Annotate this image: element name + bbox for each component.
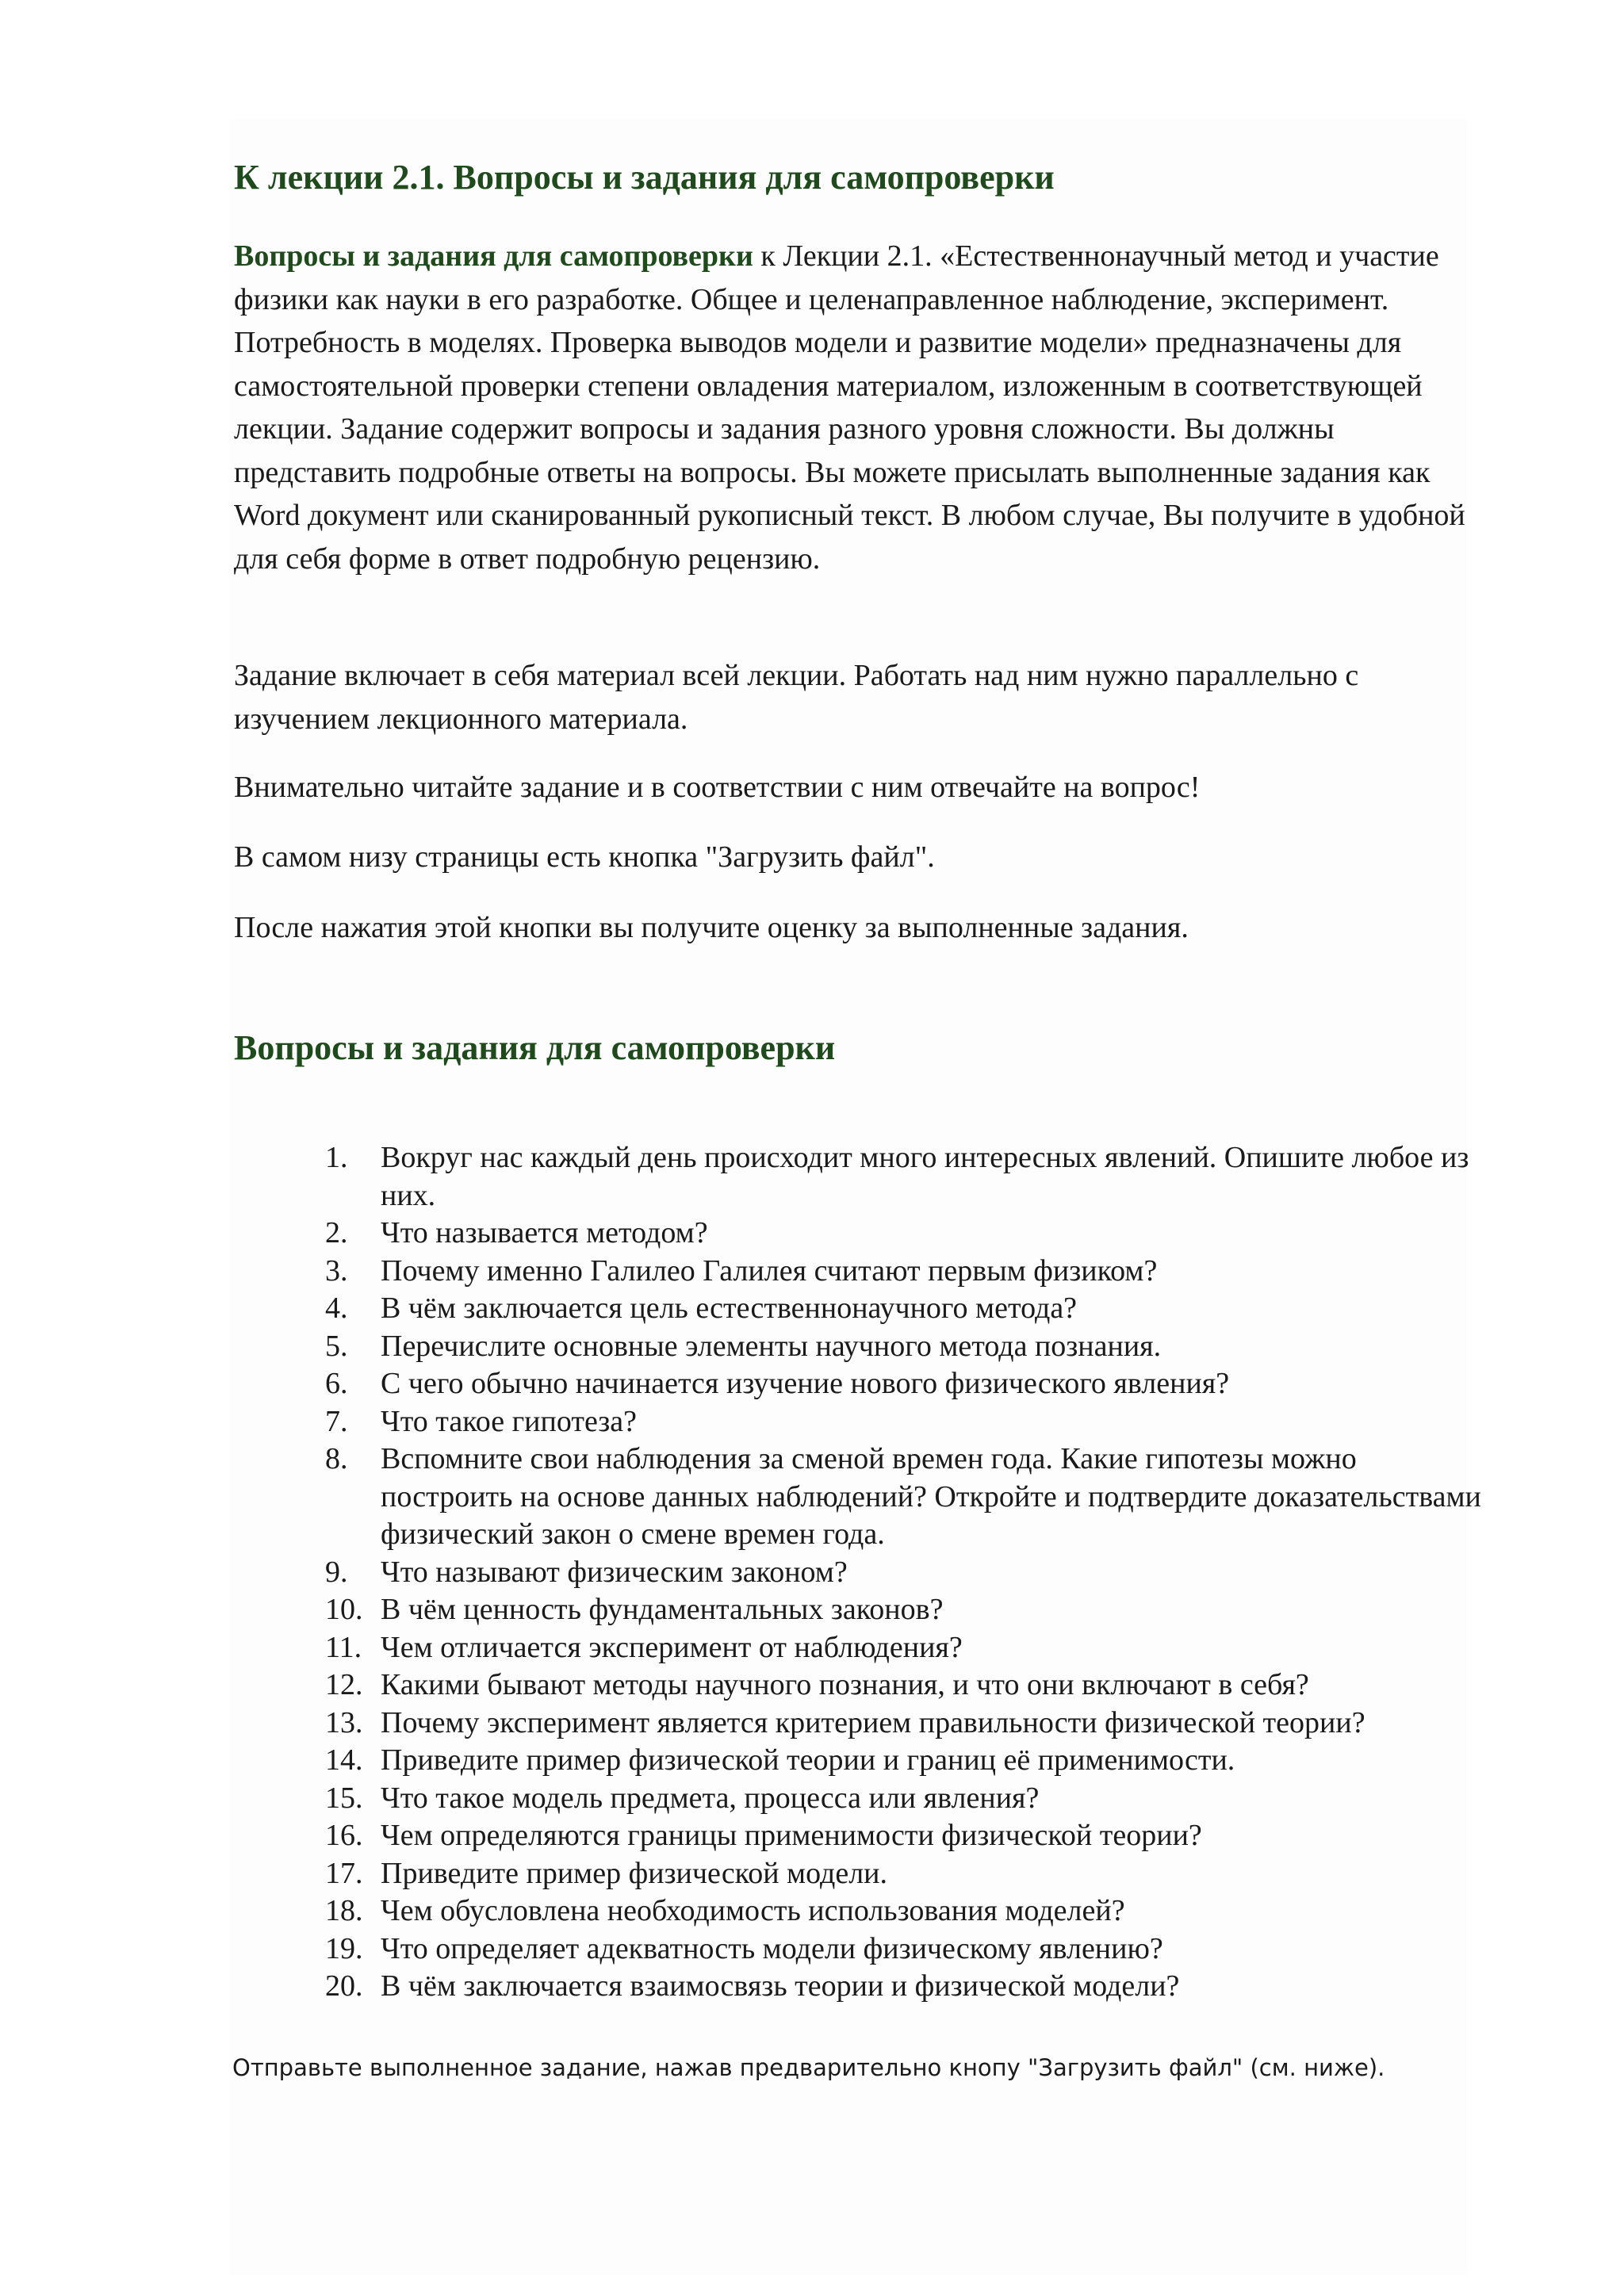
question-item: [325, 1403, 1483, 1441]
question-number: 16.: [325, 1819, 363, 1852]
questions-heading: Вопросы и задания для самопроверки: [234, 1028, 836, 1067]
question-number: 17.: [325, 1856, 363, 1890]
question-number: 9.: [325, 1555, 348, 1589]
intro-paragraph: [234, 235, 1479, 580]
grading-paragraph: После нажатия этой кнопки вы получите оценку за выполненные задания.: [234, 911, 1189, 944]
question-text: С чего обычно начинается изучение нового физического явления?: [381, 1367, 1230, 1400]
question-text: Вспомните свои наблюдения за сменой времен года. Какие гипотезы можно построить на основе данных наблюдений? Откройте и подтвердите доказательствами физический закон о смене времен года.: [381, 1442, 1481, 1551]
question-item: [325, 1780, 1483, 1818]
question-text: Почему именно Галилео Галилея считают первым физиком?: [381, 1253, 1158, 1288]
question-text: Приведите пример физической модели.: [381, 1856, 888, 1890]
question-text: Чем определяются границы применимости физической теории?: [381, 1819, 1202, 1852]
question-text: Что такое гипотеза?: [381, 1404, 638, 1438]
question-item: [325, 1215, 1483, 1253]
upload-hint-paragraph: В самом низу страницы есть кнопка "Загрузить файл".: [234, 840, 935, 874]
question-text: Перечислите основные элементы научного метода познания.: [381, 1329, 1162, 1363]
question-number: 5.: [325, 1329, 348, 1363]
submission-note: Отправьте выполненное задание, нажав предварительно кнопу "Загрузить файл" (см. ниже).: [232, 2054, 1385, 2081]
question-number: 13.: [325, 1705, 363, 1739]
question-item: [325, 1931, 1483, 1969]
question-item: [325, 1139, 1483, 1215]
question-item: [325, 1968, 1483, 2006]
question-item: [325, 1591, 1483, 1629]
question-text: В чём ценность фундаментальных законов?: [381, 1593, 944, 1626]
question-item: [325, 1667, 1483, 1705]
question-number: 4.: [325, 1292, 348, 1325]
question-item: [325, 1365, 1483, 1403]
question-item: [325, 1290, 1483, 1328]
question-item: [325, 1817, 1483, 1855]
intro-text: к Лекции 2.1. «Естественнонаучный метод и участие физики как науки в его разработке. Общее и целенаправленное наблюдение, эксперимент. Потребность в моделях. Проверка выводов модели и развитие модели» предназначены для самостоятельной проверки степени овладения материалом, изложенным в соответствующей лекции. Задание содержит вопросы и задания разного уровня сложности. Вы должны представить подробные ответы на вопросы. Вы можете присылать выполненные задания как Word документ или сканированный рукописный текст. В любом случае, Вы получите в удобной для себя форме в ответ подробную рецензию.: [234, 239, 1465, 576]
question-number: 3.: [325, 1253, 348, 1288]
question-number: 1.: [325, 1141, 348, 1174]
question-item: [325, 1855, 1483, 1893]
question-number: 8.: [325, 1442, 348, 1475]
attention-paragraph: Внимательно читайте задание и в соответствии с ним отвечайте на вопрос!: [234, 771, 1201, 804]
question-item: [325, 1554, 1483, 1592]
question-text: Что называют физическим законом?: [381, 1555, 848, 1589]
questions-list: [325, 1139, 1483, 2006]
question-text: Что определяет адекватность модели физическому явлению?: [381, 1931, 1163, 1965]
question-number: 6.: [325, 1367, 348, 1400]
question-number: 15.: [325, 1781, 363, 1815]
question-item: [325, 1705, 1483, 1743]
question-text: Что называется методом?: [381, 1216, 708, 1249]
question-number: 10.: [325, 1593, 363, 1626]
question-number: 2.: [325, 1216, 348, 1249]
question-text: Какими бывают методы научного познания, и что они включают в себя?: [381, 1668, 1309, 1701]
question-item: [325, 1441, 1483, 1554]
question-item: [325, 1892, 1483, 1931]
question-text: Что такое модель предмета, процесса или явления?: [381, 1781, 1040, 1815]
material-paragraph: Задание включает в себя материал всей лекции. Работать над ним нужно параллельно с изучением лекционного материала.: [234, 659, 1359, 736]
question-text: Чем отличается эксперимент от наблюдения?: [381, 1630, 963, 1664]
page-title: К лекции 2.1. Вопросы и задания для самопроверки: [234, 158, 1055, 197]
question-item: [325, 1629, 1483, 1667]
question-text: Почему эксперимент является критерием правильности физической теории?: [381, 1705, 1365, 1739]
question-number: 7.: [325, 1404, 348, 1438]
question-text: Вокруг нас каждый день происходит много интересных явлений. Опишите любое из них.: [381, 1141, 1469, 1212]
question-item: [325, 1742, 1483, 1780]
question-item: [325, 1328, 1483, 1366]
question-number: 12.: [325, 1668, 363, 1701]
question-text: В чём заключается цель естественнонаучного метода?: [381, 1292, 1078, 1325]
question-item: [325, 1253, 1483, 1291]
question-text: Приведите пример физической теории и границ её применимости.: [381, 1743, 1235, 1777]
question-number: 14.: [325, 1743, 363, 1777]
question-number: 20.: [325, 1969, 363, 2003]
intro-lead: Вопросы и задания для самопроверки: [234, 239, 753, 273]
question-number: 19.: [325, 1931, 363, 1965]
question-number: 11.: [325, 1630, 362, 1664]
question-text: В чём заключается взаимосвязь теории и физической модели?: [381, 1969, 1180, 2003]
question-number: 18.: [325, 1894, 363, 1927]
question-text: Чем обусловлена необходимость использования моделей?: [381, 1894, 1125, 1927]
